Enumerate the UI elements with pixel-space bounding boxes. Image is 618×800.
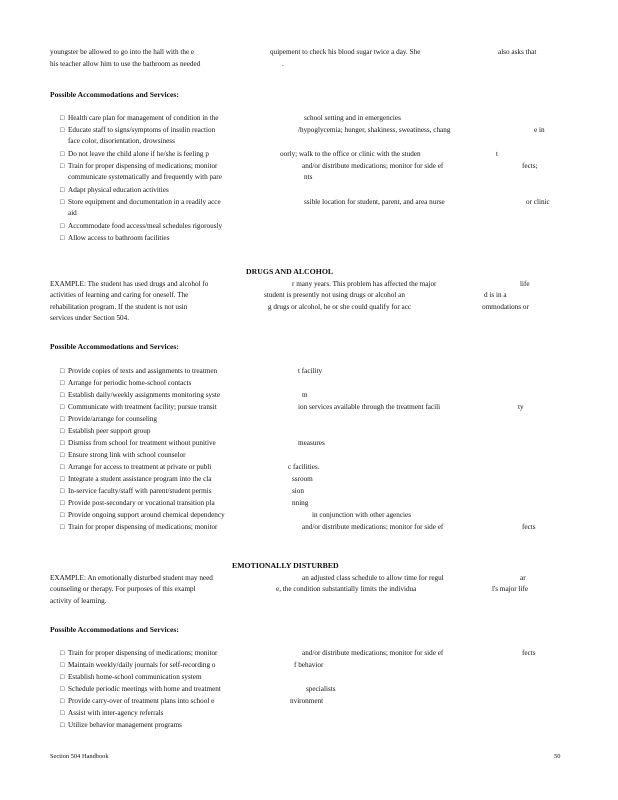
list-item-text: Arrange for periodic home-school contacts [68, 379, 192, 387]
list-item-text: fects [522, 649, 536, 657]
list-item-text: nvironment [290, 697, 324, 705]
list-item-text: Arrange for access to treatment at private or publi [68, 463, 212, 471]
list-item-text: ssible location for student, parent, and area nurse [304, 198, 445, 206]
bullet-marker: □ [60, 198, 65, 206]
list-item-text: and/or distribute medications; monitor for side ef [302, 649, 444, 657]
list-item-text: Provide copies of texts and assignments to treatmen [68, 367, 218, 375]
list-item-text: and/or distribute medications; monitor for side ef [302, 162, 444, 170]
drugs-example-line: services under Section 504. [50, 314, 130, 322]
list-item-text: or clinic [526, 198, 550, 206]
bullet-marker: □ [60, 162, 65, 170]
page-number: 50 [554, 753, 561, 760]
list-item-text: aid [68, 209, 77, 217]
list-item-text: Maintain weekly/daily journals for self-recording o [68, 661, 216, 669]
list-item-text: Accommodate food access/meal schedules rigorously [68, 222, 223, 230]
intro-line-1a: youngster be allowed to go into the hall with the e [50, 48, 195, 56]
bullet-marker: □ [60, 186, 65, 194]
list-item-text: Train for proper dispensing of medications; monitor [68, 523, 218, 531]
bullet-marker: □ [60, 391, 65, 399]
emo-example-line: e, the condition substantially limits the individua [276, 585, 417, 593]
list-item-text: Allow access to bathroom facilities [68, 234, 170, 242]
list-item-text: e in [534, 126, 545, 134]
list-item-text: Educate staff to signs/symptoms of insulin reaction [68, 126, 216, 134]
list-item-text: in conjunction with other agencies [312, 511, 412, 519]
emo-example-line: an adjusted class schedule to allow time for regul [302, 574, 444, 582]
list-item-text: nning [292, 499, 309, 507]
bullet-marker: □ [60, 439, 65, 447]
list-item-text: sion [292, 487, 304, 495]
bullet-marker: □ [60, 126, 65, 134]
drugs-example-line: r many years. This problem has affected the major [292, 280, 437, 288]
emo-example-line: ar [520, 574, 526, 582]
drugs-example-line: d is in a [484, 291, 507, 299]
intro-line-1c: also asks that [498, 48, 537, 56]
drugs-example-line: life [520, 280, 530, 288]
list-item-text: fects; [522, 162, 538, 170]
bullet-marker: □ [60, 475, 65, 483]
drugs-example-line: g drugs or alcohol, he or she could qualify for acc [268, 303, 412, 311]
section-title-drugs: DRUGS AND ALCOHOL [246, 267, 334, 276]
list-item-text: t facility [298, 367, 323, 375]
list-item-text: Health care plan for management of condition in the [68, 114, 219, 122]
list-item-text: Do not leave the child alone if he/she is feeling p [68, 150, 209, 158]
drugs-example-line: rehabilitation program. If the student is not usin [50, 303, 188, 311]
bullet-marker: □ [60, 379, 65, 387]
list-item-text: f behavior [294, 661, 324, 669]
section-heading: Possible Accommodations and Services: [50, 342, 179, 351]
list-item-text: m [302, 391, 308, 399]
section-title-emotional: EMOTIONALLY DISTURBED [232, 561, 339, 570]
list-item-text: communicate systematically and frequently with pare [68, 173, 222, 181]
drugs-example-line: activities of learning and caring for oneself. The [50, 291, 189, 299]
bullet-marker: □ [60, 709, 65, 717]
bullet-marker: □ [60, 673, 65, 681]
intro-line-2b: . [282, 60, 284, 68]
list-item-text: fects [522, 523, 536, 531]
footer-title: Section 504 Handbook [50, 753, 109, 760]
list-item-text: nts [304, 173, 313, 181]
list-item-text: Train for proper dispensing of medications; monitor [68, 162, 218, 170]
intro-line-1b: quipement to check his blood sugar twice a day. She [270, 48, 421, 56]
list-item-text: Provide carry-over of treatment plans into school e [68, 697, 215, 705]
bullet-marker: □ [60, 463, 65, 471]
list-item-text: /hypoglycemia; hunger, shakiness, sweatiness, chang [298, 126, 451, 134]
list-item-text: Utilize behavior management programs [68, 721, 182, 729]
list-item-text: t [496, 150, 498, 158]
drugs-example-line: EXAMPLE: The student has used drugs and alcohol fo [50, 280, 209, 288]
bullet-marker: □ [60, 721, 65, 729]
list-item-text: Schedule periodic meetings with home and treatment [68, 685, 221, 693]
bullet-marker: □ [60, 222, 65, 230]
intro-line-2a: his teacher allow him to use the bathroom as needed [50, 60, 201, 68]
bullet-marker: □ [60, 487, 65, 495]
list-item-text: ssroom [292, 475, 313, 483]
bullet-marker: □ [60, 234, 65, 242]
bullet-marker: □ [60, 697, 65, 705]
bullet-marker: □ [60, 403, 65, 411]
list-item-text: c facilities. [288, 463, 320, 471]
drugs-example-line: ommodations or [482, 303, 529, 311]
bullet-marker: □ [60, 367, 65, 375]
emo-example-line: counseling or therapy. For purposes of this exampl [50, 585, 196, 593]
list-item-text: face color, disorientation, drowsiness [68, 137, 175, 145]
list-item-text: Provide/arrange for counseling [68, 415, 158, 423]
list-item-text: Establish home-school communication system [68, 673, 202, 681]
emo-example-line: activity of learning. [50, 597, 107, 605]
bullet-marker: □ [60, 451, 65, 459]
bullet-marker: □ [60, 427, 65, 435]
bullet-marker: □ [60, 150, 65, 158]
emo-example-line: l's major life [492, 585, 529, 593]
list-item-text: In-service faculty/staff with parent/student permis [68, 487, 212, 495]
bullet-marker: □ [60, 114, 65, 122]
bullet-marker: □ [60, 499, 65, 507]
list-item-text: Adapt physical education activities [68, 186, 169, 194]
bullet-marker: □ [60, 523, 65, 531]
list-item-text: Ensure strong link with school counselor [68, 451, 186, 459]
bullet-marker: □ [60, 415, 65, 423]
list-item-text: measures [298, 439, 325, 447]
emo-example-line: EXAMPLE: An emotionally disturbed student may need [50, 574, 213, 582]
bullet-marker: □ [60, 649, 65, 657]
drugs-example-line: student is presently not using drugs or alcohol an [264, 291, 405, 299]
section-heading: Possible Accommodations and Services: [50, 625, 179, 634]
list-item-text: Provide post-secondary or vocational transition pla [68, 499, 215, 507]
list-item-text: ion services available through the treatment facili [298, 403, 441, 411]
bullet-marker: □ [60, 685, 65, 693]
list-item-text: Store equipment and documentation in a readily acce [68, 198, 221, 206]
list-item-text: oorly; walk to the office or clinic with the studen [280, 150, 421, 158]
list-item-text: ty [518, 403, 524, 411]
list-item-text: Establish daily/weekly assignments monitoring syste [68, 391, 221, 399]
list-item-text: school setting and in emergencies [304, 114, 401, 122]
list-item-text: Communicate with treatment facility; pursue transit [68, 403, 217, 411]
list-item-text: Assist with inter-agency referrals [68, 709, 164, 717]
list-item-text: Integrate a student assistance program into the cla [68, 475, 212, 483]
list-item-text: and/or distribute medications; monitor for side ef [302, 523, 444, 531]
list-item-text: specialists [306, 685, 336, 693]
section-heading: Possible Accommodations and Services: [50, 90, 179, 99]
bullet-marker: □ [60, 661, 65, 669]
list-item-text: Dismiss from school for treatment without punitive [68, 439, 216, 447]
list-item-text: Provide ongoing support around chemical dependency [68, 511, 225, 519]
list-item-text: Establish peer support group [68, 427, 151, 435]
list-item-text: Train for proper dispensing of medications; monitor [68, 649, 218, 657]
bullet-marker: □ [60, 511, 65, 519]
